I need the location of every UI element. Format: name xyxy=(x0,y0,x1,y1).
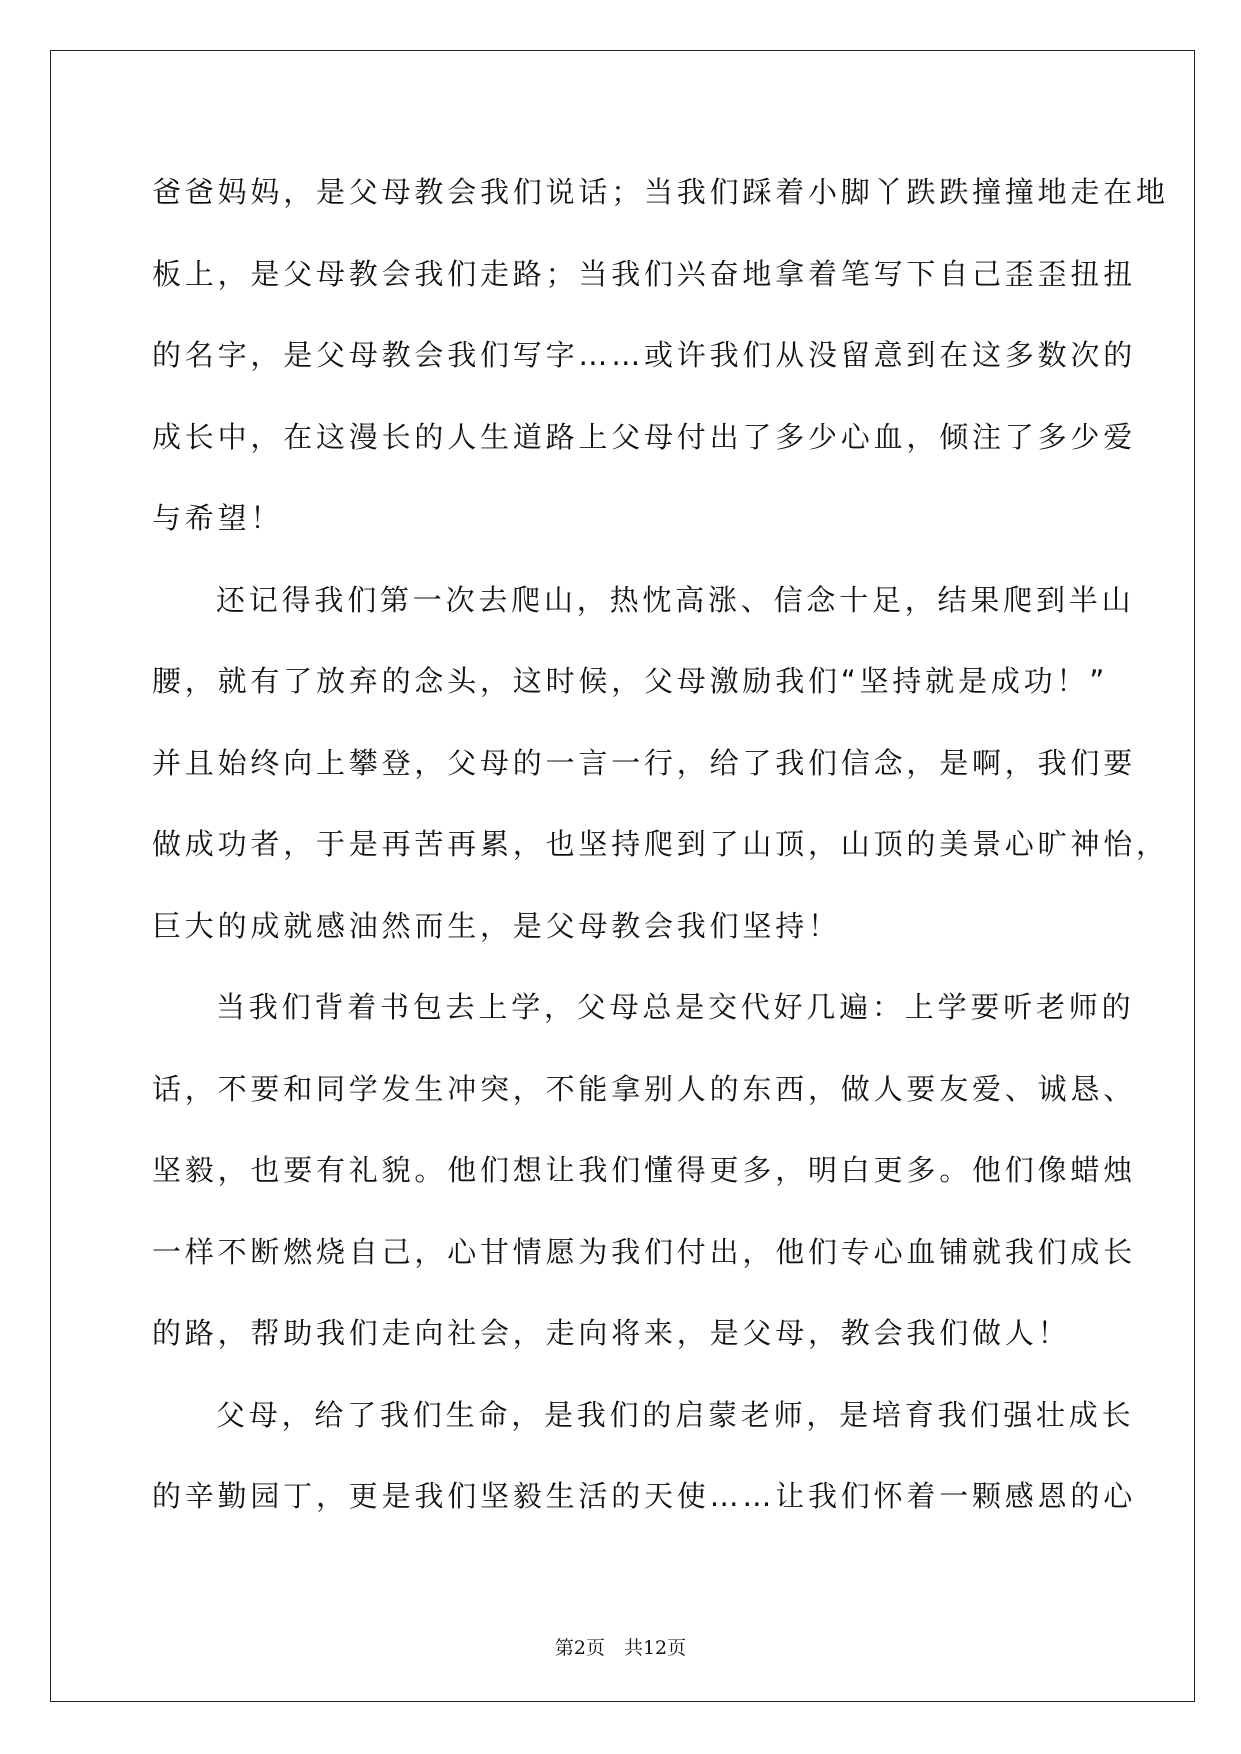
text-line: 与希望！ xyxy=(152,501,284,535)
text-line: 爸爸妈妈，是父母教会我们说话；当我们踩着小脚丫跌跌撞撞地走在地 xyxy=(152,175,1169,209)
text-line: 的辛勤园丁，更是我们坚毅生活的天使……让我们怀着一颗感恩的心 xyxy=(152,1479,1137,1513)
document-body xyxy=(152,167,1169,1553)
text-line: 的路，帮助我们走向社会，走向将来，是父母，教会我们做人！ xyxy=(152,1316,1071,1350)
text-line: 的名字，是父母教会我们写字……或许我们从没留意到在这多数次的 xyxy=(152,338,1137,372)
text-line: 话，不要和同学发生冲突，不能拿别人的东西，做人要友爱、诚恳、 xyxy=(152,1071,1137,1106)
text-line: 并且始终向上攀登，父母的一言一行，给了我们信念，是啊，我们要 xyxy=(152,745,1137,780)
text-line: 坚毅，也要有礼貌。他们想让我们懂得更多，明白更多。他们像蜡烛 xyxy=(152,1153,1137,1187)
text-line: 成长中，在这漫长的人生道路上父母付出了多少心血，倾注了多少爱 xyxy=(152,419,1137,454)
paragraph-first-line: 父母，给了我们生命，是我们的启蒙老师，是培育我们强壮成长 xyxy=(216,1397,1135,1432)
text-line: 做成功者，于是再苦再累，也坚持爬到了山顶，山顶的美景心旷神怡， xyxy=(152,827,1169,861)
text-line: 板上，是父母教会我们走路；当我们兴奋地拿着笔写下自己歪歪扭扭 xyxy=(152,256,1137,291)
paragraph-first-line: 当我们背着书包去上学，父母总是交代好几遍：上学要听老师的 xyxy=(216,990,1135,1024)
text-line: 巨大的成就感油然而生，是父母教会我们坚持！ xyxy=(152,908,841,943)
paragraph-first-line: 还记得我们第一次去爬山，热忱高涨、信念十足，结果爬到半山 xyxy=(216,582,1135,617)
page-number-footer: 第2页 共12页 xyxy=(554,1637,687,1659)
text-line: 一样不断燃烧自己，心甘情愿为我们付出，他们专心血铺就我们成长 xyxy=(152,1234,1137,1269)
text-line: 腰，就有了放弃的念头，这时候，父母激励我们“坚持就是成功！” xyxy=(152,664,1109,698)
